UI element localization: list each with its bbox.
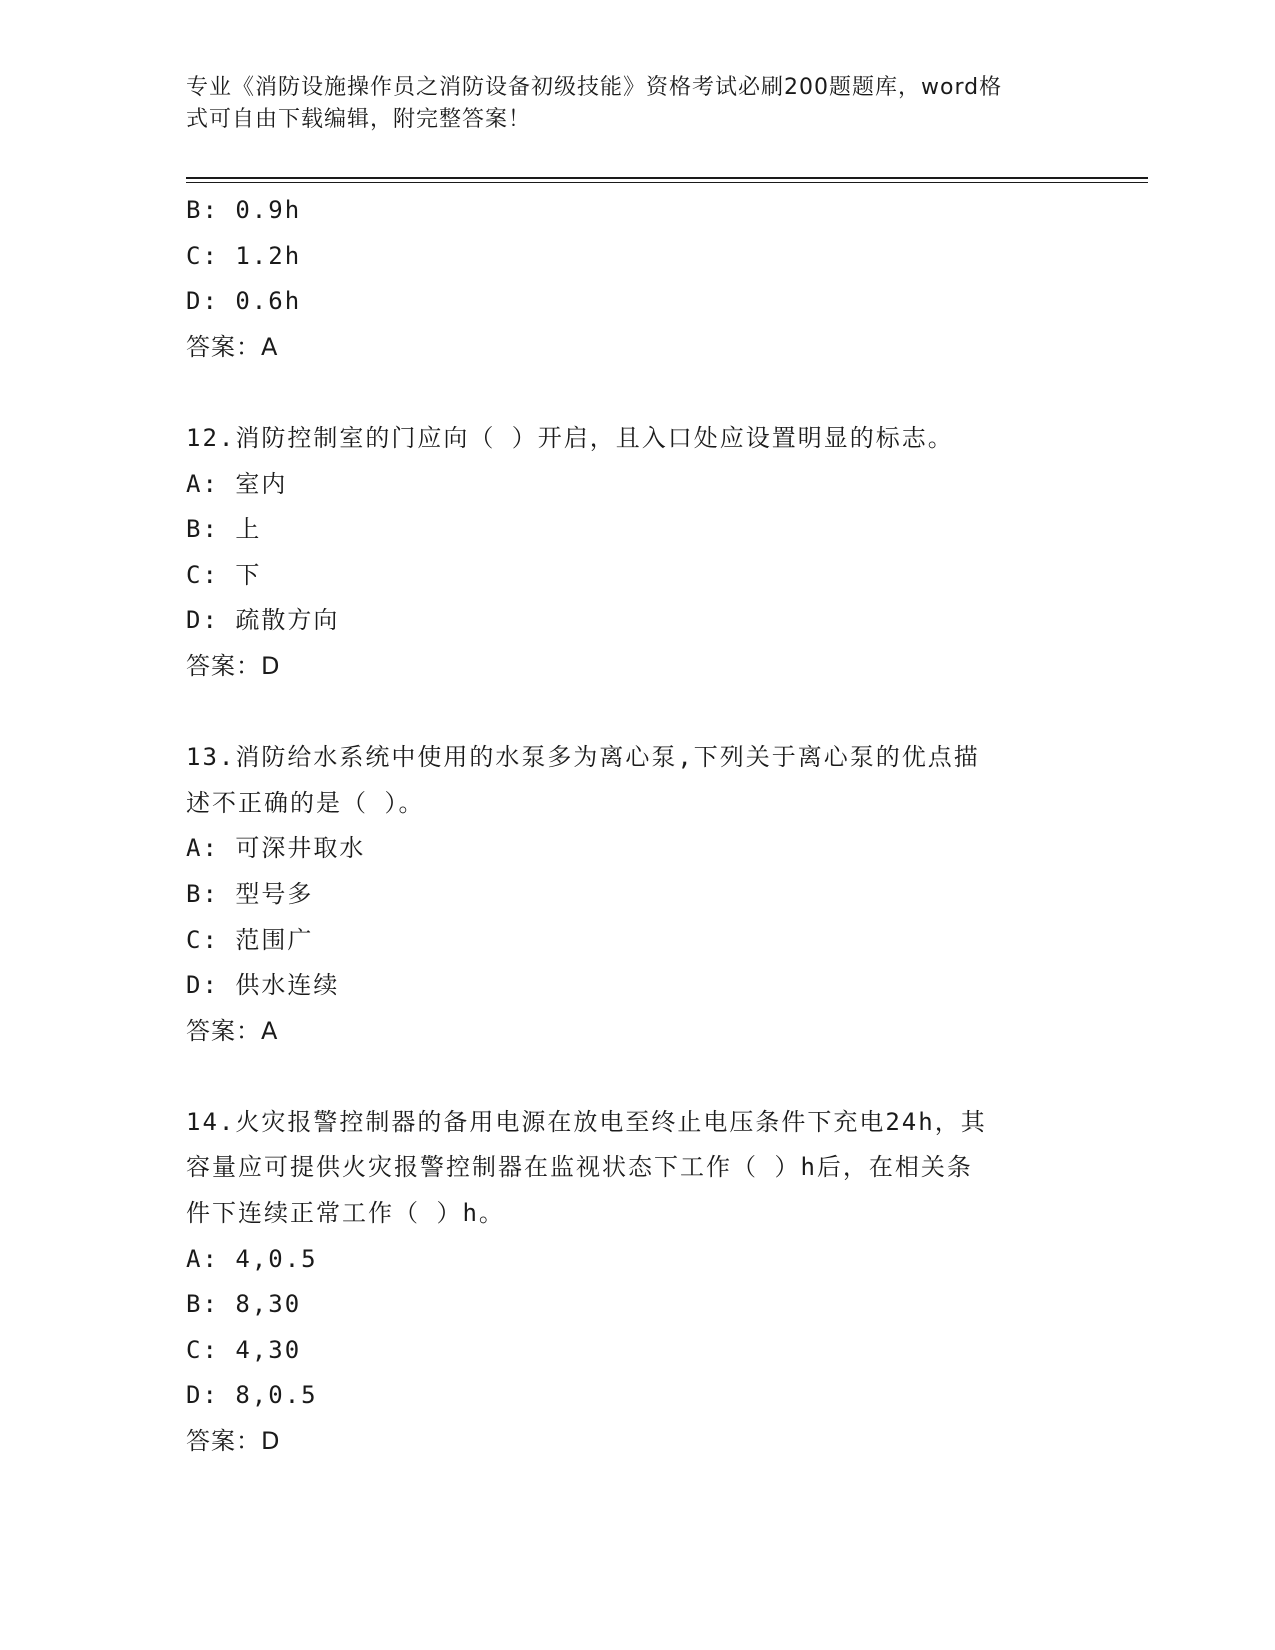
option-d: D: 0.6h xyxy=(186,287,302,316)
option-c: C: 1.2h xyxy=(186,241,302,270)
option-a: A: 可深井取水 xyxy=(186,834,366,863)
answer: 答案：D xyxy=(186,651,281,680)
question-14 xyxy=(186,1100,1086,1465)
answer: 答案：D xyxy=(186,1427,281,1456)
option-b: B: 上 xyxy=(186,515,262,544)
option-b: B: 0.9h xyxy=(186,196,302,224)
option-d: D: 8,0.5 xyxy=(186,1381,318,1410)
option-c: C: 下 xyxy=(186,560,262,589)
header-line-2: 式可自由下载编辑，附完整答案！ xyxy=(186,107,532,132)
question-stem: 件下连续正常工作（ ）h。 xyxy=(186,1199,505,1228)
document-header xyxy=(186,72,1066,136)
spacer xyxy=(186,690,1086,736)
question-13 xyxy=(186,735,1086,1054)
option-c: C: 范围广 xyxy=(186,925,314,954)
option-a: A: 室内 xyxy=(186,469,288,498)
spacer xyxy=(186,370,1086,416)
question-stem: 容量应可提供火灾报警控制器在监视状态下工作（ ）h后，在相关条 xyxy=(186,1153,973,1182)
option-b: B: 型号多 xyxy=(186,879,314,908)
option-b: B: 8,30 xyxy=(186,1290,302,1319)
answer: 答案：A xyxy=(186,1016,279,1045)
header-line-1: 专业《消防设施操作员之消防设备初级技能》资格考试必刷200题题库，word格 xyxy=(186,75,1003,100)
header-rule-thick xyxy=(186,177,1148,179)
option-d: D: 供水连续 xyxy=(186,971,340,1000)
option-c: C: 4,30 xyxy=(186,1335,302,1364)
option-a: A: 4,0.5 xyxy=(186,1244,318,1273)
question-stem: 14.火灾报警控制器的备用电源在放电至终止电压条件下充电24h，其 xyxy=(186,1107,987,1136)
question-11-tail xyxy=(186,188,1086,370)
header-rule-thin xyxy=(186,182,1148,183)
spacer xyxy=(186,1054,1086,1100)
answer: 答案：A xyxy=(186,332,279,361)
question-stem: 13.消防给水系统中使用的水泵多为离心泵,下列关于离心泵的优点描 xyxy=(186,743,980,772)
question-content xyxy=(186,188,1086,1465)
question-stem: 12.消防控制室的门应向（ ）开启，且入口处应设置明显的标志。 xyxy=(186,423,954,452)
question-stem: 述不正确的是（ ）。 xyxy=(186,788,425,817)
question-12 xyxy=(186,416,1086,690)
option-d: D: 疏散方向 xyxy=(186,606,340,635)
